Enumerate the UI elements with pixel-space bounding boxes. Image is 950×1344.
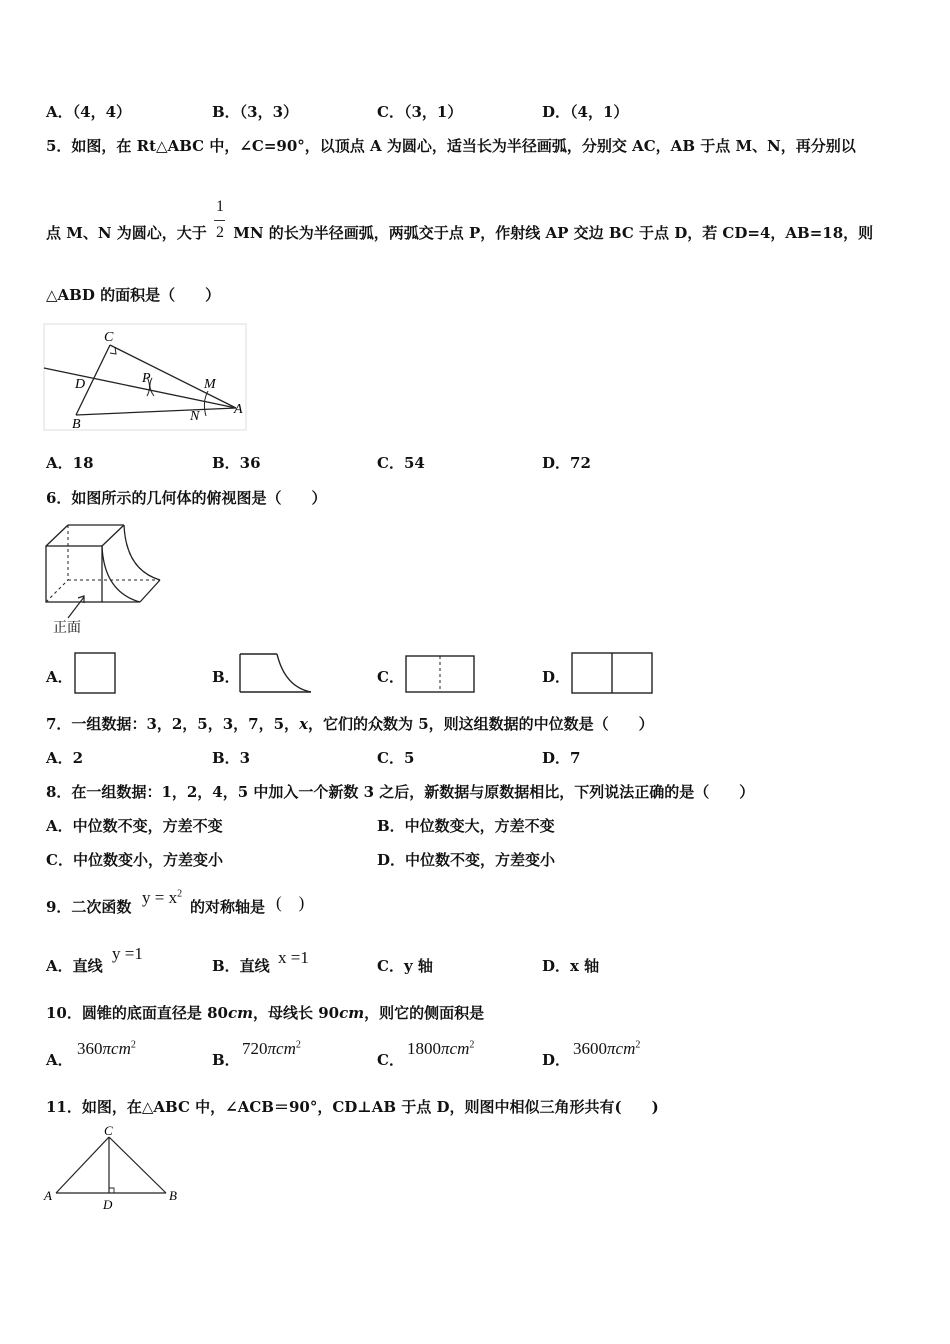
q10-option-b-unit: cm xyxy=(276,1039,296,1058)
q6-stem: 6．如图所示的几何体的俯视图是（ ） xyxy=(46,489,327,507)
q10-option-d-num: 3600 xyxy=(573,1039,607,1058)
q8-option-c: C．中位数变小，方差变小 xyxy=(46,851,223,869)
q10-unit-2: cm xyxy=(339,1004,365,1022)
q6-option-b: B． xyxy=(212,668,240,686)
q7-stem xyxy=(46,714,654,734)
q9-stem-pre: 9．二次函数 xyxy=(46,898,132,916)
q6-option-b-shape xyxy=(239,653,314,695)
q5-option-c: C．54 xyxy=(377,454,425,472)
q9-formula-text: y = x xyxy=(142,888,178,907)
q10-option-d-pi: π xyxy=(607,1039,616,1058)
q10-option-d-unit: cm xyxy=(615,1039,636,1058)
q10-option-d-sup: 2 xyxy=(635,1039,641,1051)
q11-stem: 11．如图，在△ABC 中，∠ACB＝90°，CD⊥AB 于点 D，则图中相似三角形共有( ) xyxy=(46,1098,659,1116)
q10-option-c-unit: cm xyxy=(449,1039,470,1058)
q7-option-a: A．2 xyxy=(46,749,84,767)
q6-option-d-shape xyxy=(571,652,655,694)
q10-option-d-value xyxy=(573,1039,640,1059)
q4-option-c: C．（3，1） xyxy=(377,103,463,121)
q5-fraction-denominator: 2 xyxy=(216,224,224,241)
q10-option-c-pi: π xyxy=(441,1039,450,1058)
q11-label-b: B xyxy=(169,1188,177,1203)
q7-stem-post: ，它们的众数为 5，则这组数据的中位数是（ ） xyxy=(308,715,654,733)
q7-option-d: D．7 xyxy=(542,749,581,767)
q10-option-c-num: 1800 xyxy=(407,1039,441,1058)
q9-option-a: A．直线 xyxy=(46,957,103,975)
q6-option-c: C． xyxy=(377,668,404,686)
q10-option-a: A． xyxy=(46,1051,73,1069)
q5-label-n: N xyxy=(190,409,200,424)
q5-label-m: M xyxy=(204,377,216,392)
q10-option-a-unit: cm xyxy=(111,1039,131,1058)
q9-option-c: C．y 轴 xyxy=(377,957,433,975)
q10-option-a-num: 360 xyxy=(77,1039,103,1058)
q8-stem: 8．在一组数据：1，2，4，5 中加入一个新数 3 之后，新数据与原数据相比，下列说法正确的是（ ） xyxy=(46,783,755,801)
q7-variable: x xyxy=(299,715,309,733)
q8-option-a: A．中位数不变，方差不变 xyxy=(46,817,223,835)
q10-unit-1: cm xyxy=(227,1004,253,1022)
q5-stem-line2 xyxy=(46,198,874,243)
q10-option-b: B． xyxy=(212,1051,240,1069)
q9-option-d: D．x 轴 xyxy=(542,957,600,975)
q6-option-d: D． xyxy=(542,668,571,686)
q6-option-a-shape xyxy=(74,652,118,694)
q9-stem-post: 的对称轴是 xyxy=(190,898,266,916)
q10-option-b-value xyxy=(242,1039,301,1059)
q5-option-b: B．36 xyxy=(212,454,261,472)
q4-option-b: B．（3，3） xyxy=(212,103,299,121)
q7-option-b: B．3 xyxy=(212,749,251,767)
q10-option-b-pi: π xyxy=(267,1039,277,1058)
q10-option-a-pi: π xyxy=(102,1039,112,1058)
q5-figure xyxy=(44,324,249,432)
q5-option-a: A．18 xyxy=(46,454,94,472)
q5-label-p: P xyxy=(142,371,151,386)
q6-option-c-shape xyxy=(405,655,477,695)
q4-option-d: D．（4，1） xyxy=(542,103,629,121)
q5-fraction xyxy=(212,198,228,243)
q10-option-a-sup: 2 xyxy=(130,1039,136,1051)
q11-label-c: C xyxy=(104,1123,113,1138)
q10-option-c: C． xyxy=(377,1051,404,1069)
q10-option-b-sup: 2 xyxy=(295,1039,301,1051)
q10-option-a-value xyxy=(77,1039,136,1059)
q10-stem-b: ，母线长 90 xyxy=(253,1004,340,1022)
q10-option-c-value xyxy=(407,1039,474,1059)
q10-stem-c: ，则它的侧面积是 xyxy=(364,1004,485,1022)
q8-option-b: B．中位数变大，方差不变 xyxy=(377,817,555,835)
q10-option-c-sup: 2 xyxy=(469,1039,475,1051)
q5-label-b: B xyxy=(72,417,81,432)
q9-formula-sup: 2 xyxy=(177,888,183,900)
q9-option-b-math: x =1 xyxy=(278,948,309,967)
q5-fraction-bar xyxy=(214,220,225,221)
q5-label-d: D xyxy=(75,377,86,392)
q10-stem xyxy=(46,1003,484,1023)
q5-fraction-numerator: 1 xyxy=(216,198,224,215)
q9-option-a-math: y =1 xyxy=(112,944,143,963)
q7-option-c: C．5 xyxy=(377,749,415,767)
q4-option-a: A．（4，4） xyxy=(46,103,132,121)
q6-front-label: 正面 xyxy=(53,620,81,636)
q11-label-d: D xyxy=(103,1197,113,1212)
q5-label-a: A xyxy=(234,402,243,417)
q5-stem-line1: 5．如图，在 Rt△ABC 中，∠C=90°，以顶点 A 为圆心，适当长为半径画弧，分别交 AC，AB 于点 M、N，再分别以 xyxy=(46,137,856,155)
q5-label-c: C xyxy=(104,330,114,345)
q9-option-b: B．直线 xyxy=(212,957,270,975)
q10-option-b-num: 720 xyxy=(242,1039,268,1058)
q11-label-a: A xyxy=(44,1188,52,1203)
q5-stem-line2-post: MN 的长为半径画弧，两弧交于点 P，作射线 AP 交边 BC 于点 D，若 CD=4，AB=18，则 xyxy=(233,224,874,242)
q10-stem-a: 10．圆锥的底面直径是 80 xyxy=(46,1004,228,1022)
q5-stem-line2-pre: 点 M、N 为圆心，大于 xyxy=(46,224,207,242)
q11-figure xyxy=(42,1122,187,1214)
q7-stem-pre: 7．一组数据：3，2，5，3，7，5， xyxy=(46,715,300,733)
q8-option-d: D．中位数不变，方差变小 xyxy=(377,851,556,869)
q5-option-d: D．72 xyxy=(542,454,591,472)
q5-stem-line3: △ABD 的面积是（ ） xyxy=(46,286,221,304)
q9-paren: ( ) xyxy=(276,893,305,912)
q9-formula xyxy=(142,888,182,908)
q6-option-a: A． xyxy=(46,668,73,686)
q10-option-d: D． xyxy=(542,1051,571,1069)
